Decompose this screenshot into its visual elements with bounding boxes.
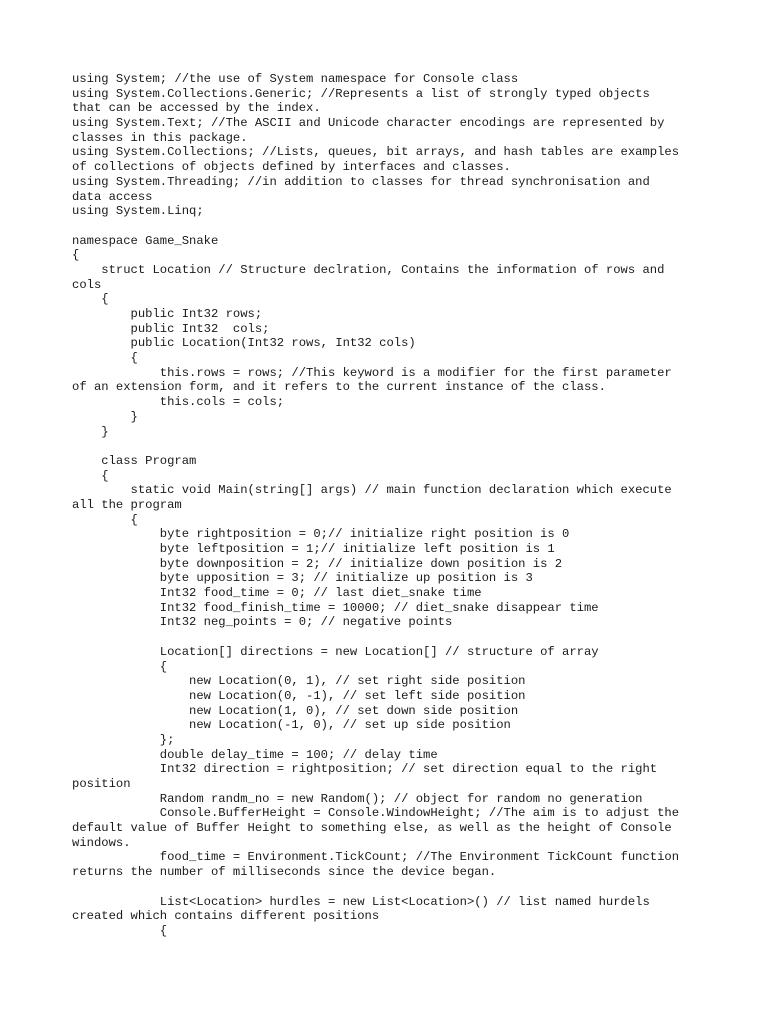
code-line: struct Location // Structure declration, Contains the information of rows and <box>72 262 665 277</box>
code-line <box>72 439 712 454</box>
code-line: default value of Buffer Height to something else, as well as the height of Console <box>72 821 672 836</box>
code-line: that can be accessed by the index. <box>72 101 321 116</box>
code-line: public Int32 rows; <box>72 307 263 321</box>
code-line: new Location(1, 0), // set down side position <box>72 703 519 718</box>
code-line: } <box>72 409 138 424</box>
code-line: using System.Text; //The ASCII and Unicode character encodings are represented by <box>72 116 665 131</box>
code-line: { <box>72 923 168 938</box>
code-listing <box>72 72 712 939</box>
code-line <box>72 219 712 234</box>
code-line: { <box>72 292 109 307</box>
code-line: } <box>72 424 109 439</box>
code-line: new Location(-1, 0), // set up side position <box>72 718 511 733</box>
code-line: using System.Threading; //in addition to classes for thread synchronisation and <box>72 174 650 189</box>
code-line: byte upposition = 3; // initialize up position is 3 <box>72 571 533 586</box>
code-line: namespace Game_Snake <box>72 233 219 248</box>
code-line: Console.BufferHeight = Console.WindowHeight; //The aim is to adjust the <box>72 806 680 821</box>
code-line: }; <box>72 732 175 747</box>
code-line: byte leftposition = 1;// initialize left position is 1 <box>72 542 555 556</box>
code-line: position <box>72 777 131 791</box>
code-line: { <box>72 248 80 263</box>
code-line: windows. <box>72 835 131 850</box>
code-line: Int32 neg_points = 0; // negative points <box>72 615 453 630</box>
code-line <box>72 880 712 895</box>
code-line: food_time = Environment.TickCount; //The Environment TickCount function <box>72 850 680 865</box>
code-line: of collections of objects defined by interfaces and classes. <box>72 160 511 175</box>
code-line: this.rows = rows; //This keyword is a modifier for the first parameter <box>72 365 672 380</box>
code-line: List<Location> hurdles = new List<Location>() // list named hurdels <box>72 894 650 909</box>
code-line: Int32 food_time = 0; // last diet_snake time <box>72 586 482 601</box>
code-line <box>72 630 712 645</box>
code-line: byte rightposition = 0;// initialize right position is 0 <box>72 527 570 542</box>
code-line: returns the number of milliseconds since the device began. <box>72 865 497 880</box>
code-line: new Location(0, 1), // set right side position <box>72 674 526 689</box>
code-line: new Location(0, -1), // set left side position <box>72 688 526 703</box>
code-line: public Int32 cols; <box>72 321 270 336</box>
code-line: using System; //the use of System namespace for Console class <box>72 72 519 86</box>
code-line: classes in this package. <box>72 130 248 145</box>
code-line: Int32 food_finish_time = 10000; // diet_snake disappear time <box>72 600 599 615</box>
code-line: created which contains different positions <box>72 909 380 924</box>
code-line: all the program <box>72 497 182 512</box>
code-line: cols <box>72 277 102 292</box>
code-line: { <box>72 659 168 674</box>
code-line: static void Main(string[] args) // main function declaration which execute <box>72 483 672 498</box>
code-line: { <box>72 468 109 483</box>
code-line: using System.Collections; //Lists, queues, bit arrays, and hash tables are examples <box>72 145 680 160</box>
code-line: class Program <box>72 453 197 468</box>
code-line: { <box>72 351 138 366</box>
code-line: of an extension form, and it refers to the current instance of the class. <box>72 380 606 395</box>
code-line: using System.Linq; <box>72 204 204 219</box>
code-line: Random randm_no = new Random(); // object for random no generation <box>72 791 643 806</box>
code-line: data access <box>72 189 153 204</box>
code-line: { <box>72 512 138 527</box>
code-line: this.cols = cols; <box>72 395 285 410</box>
code-line: double delay_time = 100; // delay time <box>72 747 438 762</box>
code-line: byte downposition = 2; // initialize down position is 2 <box>72 556 563 571</box>
code-line: Int32 direction = rightposition; // set direction equal to the right <box>72 762 658 777</box>
code-line: Location[] directions = new Location[] // structure of array <box>72 644 599 659</box>
code-line: using System.Collections.Generic; //Represents a list of strongly typed objects <box>72 86 650 101</box>
code-line: public Location(Int32 rows, Int32 cols) <box>72 336 416 351</box>
